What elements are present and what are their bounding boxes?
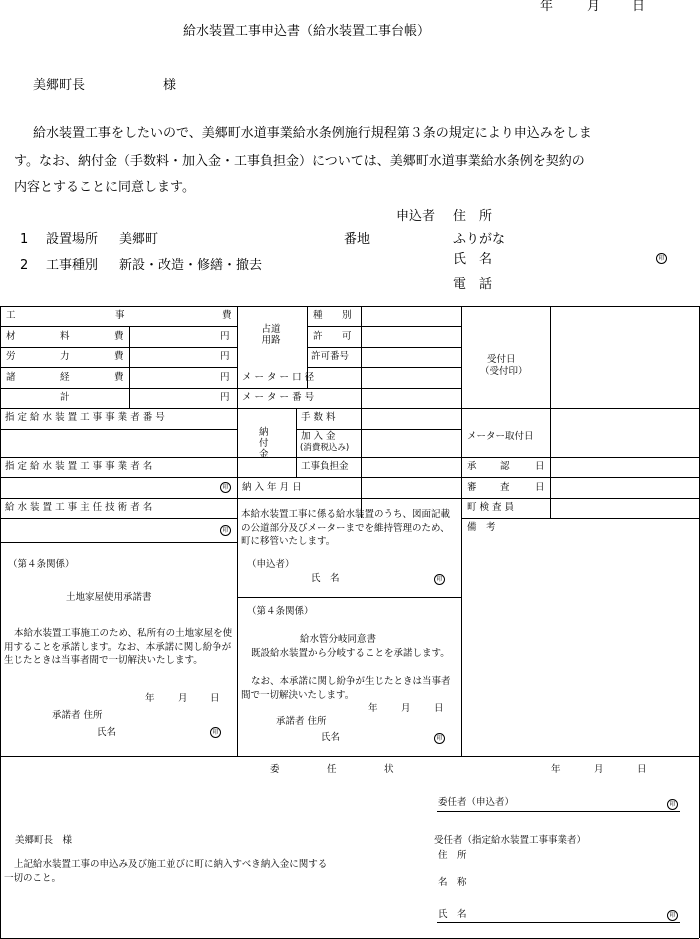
intro-line-1: 給水装置工事をしたいので、美郷町水道事業給水条例施行規程第３条の規定により申込みをしま bbox=[33, 126, 592, 141]
branch-consent-section: （第４条関係） bbox=[247, 606, 314, 617]
labor-cost-2: 力 bbox=[60, 351, 70, 362]
applicant-label: 申込者 bbox=[396, 209, 436, 224]
seal-icon: 印 bbox=[220, 482, 231, 493]
land-consenter-address: 承諾者 住所 bbox=[52, 710, 103, 721]
location-value: 美郷町 bbox=[119, 232, 159, 247]
chief-engineer-label: 給 水 装 置 工 事 主 任 技 術 者 名 bbox=[5, 502, 153, 513]
labor-cost-1: 労 bbox=[6, 351, 16, 362]
yen: 円 bbox=[220, 331, 230, 342]
joining-fee-label: 加 入 金 bbox=[301, 431, 336, 442]
delegate-signature-line bbox=[437, 922, 680, 923]
labor-cost-3: 費 bbox=[114, 351, 124, 362]
delegator-label: 委任者（申込者） bbox=[438, 797, 515, 808]
approval-date-2: 認 bbox=[500, 461, 510, 472]
material-cost-3: 費 bbox=[114, 331, 124, 342]
proxy-year: 年 bbox=[551, 764, 561, 775]
material-cost-1: 材 bbox=[6, 331, 16, 342]
material-cost-2: 料 bbox=[60, 331, 70, 342]
addressee-suffix: 様 bbox=[163, 78, 177, 93]
applicant-address-label: 住 所 bbox=[453, 209, 493, 224]
misc-cost-1: 諸 bbox=[6, 372, 16, 383]
transfer-text: 本給水装置工事に係る給水装置のうち、図面記載の公道部分及びメーターまでを維持管理のため、町に移管いたします。 bbox=[241, 509, 451, 547]
remarks-label: 備 考 bbox=[467, 522, 496, 533]
land-consent-title: 土地家屋使用承諾書 bbox=[66, 592, 152, 603]
road-permit-1: 許 bbox=[313, 331, 323, 342]
banchi-label: 番地 bbox=[344, 232, 371, 247]
fee-label: 手 数 料 bbox=[301, 412, 336, 423]
road-occupation-label: 占道用路 bbox=[261, 324, 281, 346]
applicant-phone-label: 電 話 bbox=[453, 277, 493, 292]
addressee: 美郷町長 bbox=[33, 78, 86, 93]
approval-date-1: 承 bbox=[467, 461, 477, 472]
town-inspector-label: 町 検 査 員 bbox=[467, 502, 515, 513]
proxy-month: 月 bbox=[594, 764, 604, 775]
proxy-body: 上記給水装置工事の申込み及び施工並びに町に納入すべき納入金に関する一切のこと。 bbox=[4, 859, 328, 884]
work-type-label: 工事種別 bbox=[46, 258, 99, 273]
yen: 円 bbox=[220, 351, 230, 362]
delegate-address-label: 住 所 bbox=[438, 850, 467, 861]
land-consenter-name: 氏名 bbox=[97, 727, 117, 738]
seal-icon: 印 bbox=[434, 733, 445, 744]
inspection-date-3: 日 bbox=[535, 482, 545, 493]
construction-cost-3: 費 bbox=[222, 310, 232, 321]
item-2-number: 2 bbox=[20, 258, 29, 273]
construction-cost-1: 工 bbox=[6, 310, 16, 321]
work-type-value: 新設・改造・修繕・撤去 bbox=[119, 258, 263, 273]
proxy-day: 日 bbox=[637, 764, 647, 775]
contractor-number-label: 指 定 給 水 装 置 工 事 事 業 者 番 号 bbox=[5, 412, 165, 423]
yen: 円 bbox=[220, 392, 230, 403]
delegate-label: 受任者（指定給水装置工事事業者） bbox=[434, 835, 587, 846]
road-kind-2: 別 bbox=[342, 310, 352, 321]
construction-burden-label: 工事負担金 bbox=[301, 461, 349, 472]
applicant-name-label: 氏 名 bbox=[453, 252, 493, 267]
branch-consent-month: 月 bbox=[401, 703, 411, 714]
transfer-name-label: 氏 名 bbox=[311, 573, 340, 584]
inspection-date-2: 査 bbox=[500, 482, 510, 493]
approval-date-3: 日 bbox=[535, 461, 545, 472]
contractor-name-label: 指 定 給 水 装 置 工 事 事 業 者 名 bbox=[5, 461, 153, 472]
seal-icon: 印 bbox=[434, 574, 445, 585]
branch-consent-day: 日 bbox=[434, 703, 444, 714]
delegate-company-label: 名 称 bbox=[438, 877, 467, 888]
misc-cost-2: 経 bbox=[60, 372, 70, 383]
land-consent-day: 日 bbox=[210, 693, 220, 704]
form-title: 給水装置工事申込書（給水装置工事台帳） bbox=[183, 24, 431, 39]
applicant-furigana-label: ふりがな bbox=[453, 232, 506, 247]
branch-consenter-name: 氏名 bbox=[321, 732, 341, 743]
land-consent-body: 本給水装置工事施工のため、私所有の土地家屋を使用することを承諾します。なお、本承諾に関し紛争が生じたときは当事者間で一切解決いたします。 bbox=[4, 628, 233, 666]
branch-consent-year: 年 bbox=[368, 703, 378, 714]
item-1-number: 1 bbox=[20, 232, 29, 247]
seal-icon: 印 bbox=[667, 799, 678, 810]
seal-icon: 印 bbox=[210, 727, 221, 738]
transfer-applicant-label: （申込者） bbox=[247, 559, 295, 570]
joining-fee-note: (消費税込み) bbox=[300, 443, 350, 453]
date-year: 年 bbox=[540, 0, 554, 14]
date-day: 日 bbox=[632, 0, 646, 14]
branch-consent-title: 給水管分岐同意書 bbox=[300, 634, 377, 645]
seal-icon: 印 bbox=[220, 525, 231, 536]
delegator-signature-line bbox=[437, 811, 680, 812]
seal-icon: 印 bbox=[667, 910, 678, 921]
payment-date-label: 納 入 年 月 日 bbox=[242, 482, 302, 493]
delegate-name-label: 氏 名 bbox=[438, 909, 467, 920]
date-month: 月 bbox=[587, 0, 601, 14]
proxy-title: 委 任 状 bbox=[270, 764, 394, 775]
branch-consent-body-2: なお、本承諾に関し紛争が生じたときは当事者間で一切解決いたします。 bbox=[241, 676, 451, 701]
meter-install-date-label: メーター取付日 bbox=[467, 431, 534, 442]
inspection-date-1: 審 bbox=[467, 482, 477, 493]
intro-line-3: 内容とすることに同意します。 bbox=[14, 180, 195, 195]
road-permit-number: 許可番号 bbox=[311, 351, 350, 362]
road-kind-1: 種 bbox=[313, 310, 323, 321]
intro-line-2: す。なお、納付金（手数料・加入金・工事負担金）については、美郷町水道事業給水条例を契約の bbox=[14, 154, 585, 169]
meter-number-label: メ ー タ ー 番 号 bbox=[242, 392, 315, 403]
land-consent-section: （第４条関係） bbox=[8, 559, 75, 570]
seal-icon: 印 bbox=[656, 253, 667, 264]
land-consent-year: 年 bbox=[145, 693, 155, 704]
road-permit-2: 可 bbox=[342, 331, 352, 342]
construction-cost-2: 事 bbox=[115, 310, 125, 321]
reception-stamp-label: （受付印） bbox=[480, 366, 528, 377]
reception-date-label: 受付日 bbox=[487, 354, 516, 365]
branch-consenter-address: 承諾者 住所 bbox=[276, 716, 327, 727]
location-label: 設置場所 bbox=[46, 232, 99, 247]
proxy-addressee: 美郷町長 様 bbox=[15, 835, 73, 846]
land-consent-month: 月 bbox=[178, 693, 188, 704]
yen: 円 bbox=[220, 372, 230, 383]
meter-caliber-label: メ ー タ ー 口 径 bbox=[242, 372, 315, 383]
total-label: 計 bbox=[60, 392, 70, 403]
payment-label: 納付金 bbox=[259, 427, 269, 460]
misc-cost-3: 費 bbox=[114, 372, 124, 383]
branch-consent-body-1: 既設給水装置から分岐することを承諾します。 bbox=[251, 648, 450, 659]
